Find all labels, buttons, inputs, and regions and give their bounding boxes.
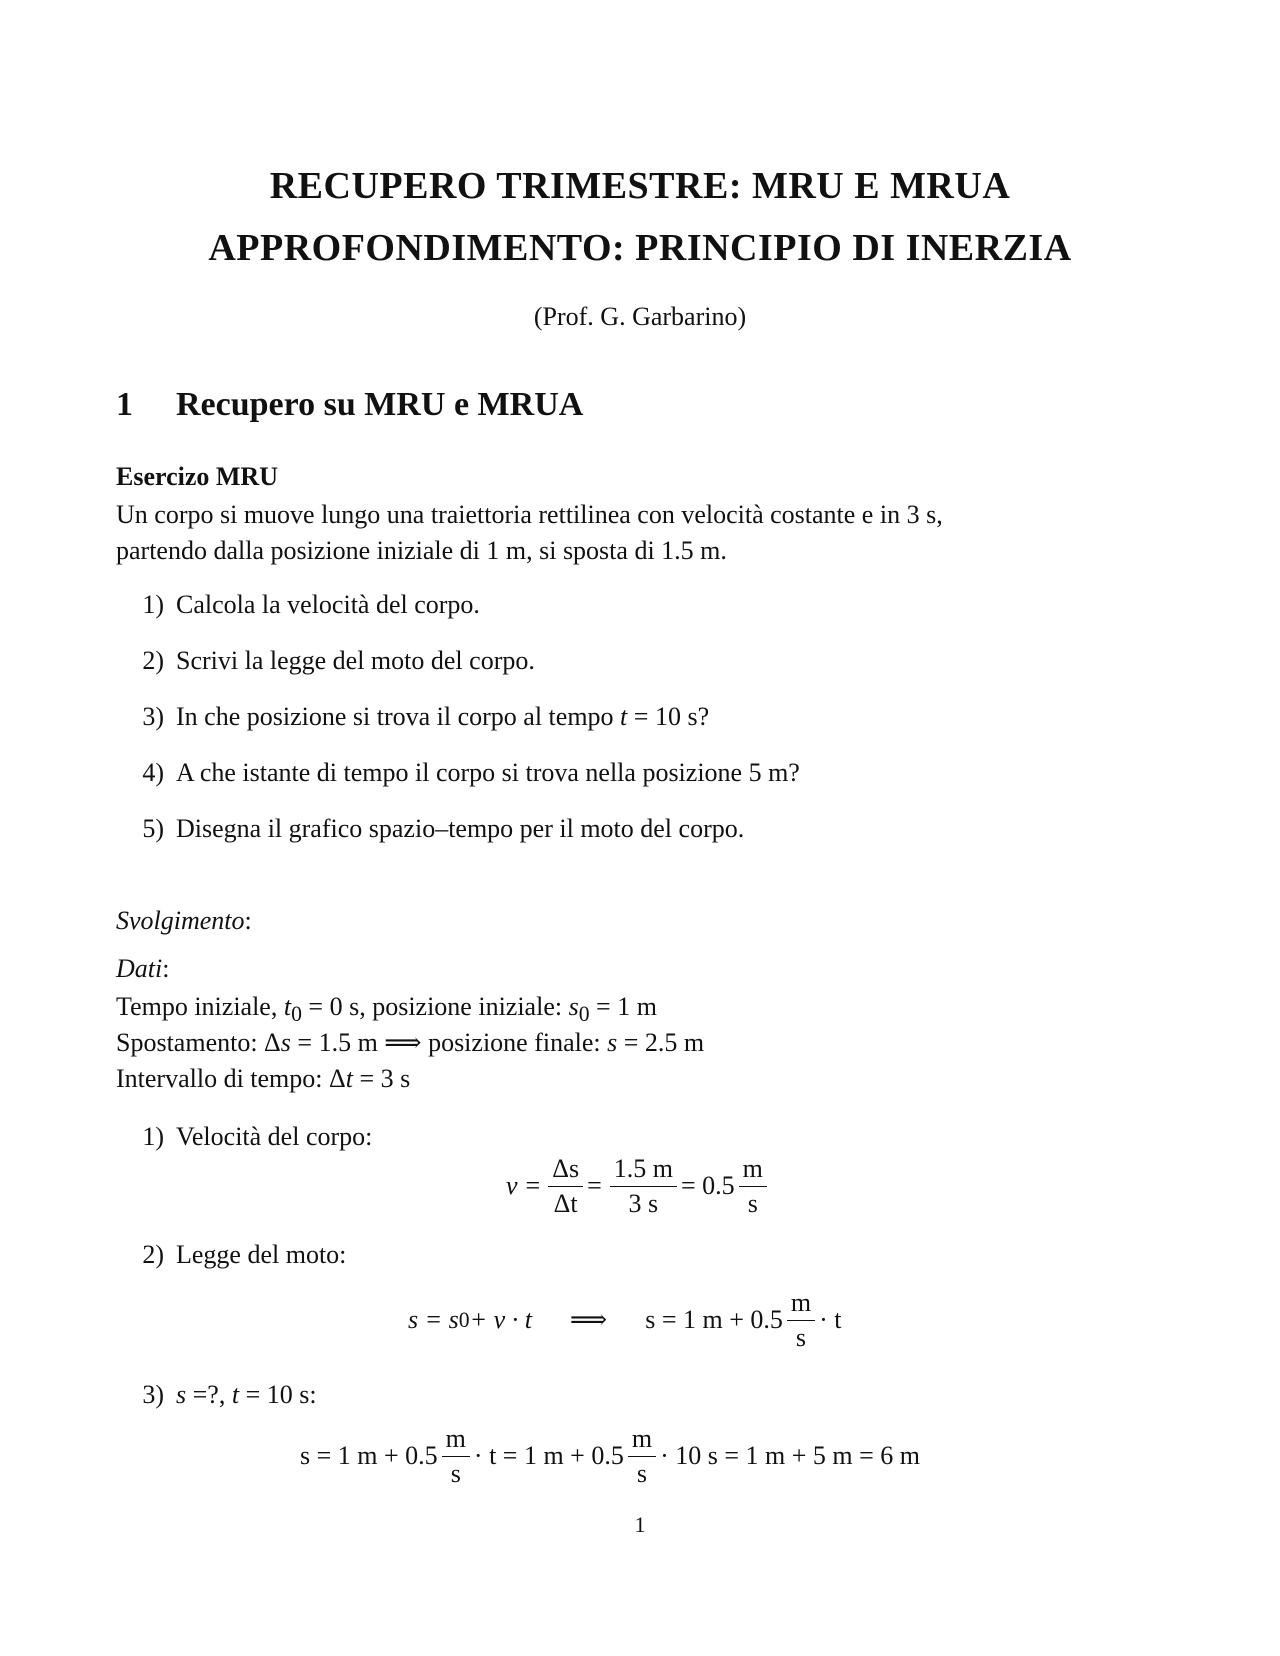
question-number: 4) (142, 758, 164, 787)
section-heading (116, 386, 583, 424)
math-var: s (176, 1380, 187, 1409)
fraction-unit (628, 1424, 656, 1489)
numerator: Δs (548, 1154, 583, 1187)
question-2 (124, 646, 535, 676)
question-text: In che posizione si trova il corpo al tempo (176, 702, 621, 731)
solution-label-text: Svolgimento (116, 906, 245, 935)
fraction-values (610, 1154, 677, 1219)
data-line-1 (116, 992, 657, 1027)
question-text: Disegna il grafico spazio–tempo per il moto del corpo. (176, 814, 745, 843)
data-label (116, 954, 169, 984)
fraction-unit (787, 1288, 815, 1353)
math-var: t (345, 1064, 353, 1093)
numerator: m (787, 1288, 815, 1321)
exercise-text-line-2: partendo dalla posizione iniziale di 1 m, si sposta di 1.5 m. (116, 536, 727, 565)
math-text: · t (819, 1305, 842, 1335)
math-op: = (587, 1171, 602, 1201)
numerator: m (442, 1424, 470, 1457)
math-var: t (231, 1380, 240, 1409)
exercise-heading: Esercizo MRU (116, 462, 278, 491)
question-4 (124, 758, 800, 788)
question-1 (124, 590, 480, 620)
step-1 (124, 1122, 372, 1152)
text: = 3 s (352, 1064, 411, 1093)
question-text: Scrivi la legge del moto del corpo. (176, 646, 535, 675)
colon: : (244, 906, 252, 935)
denominator: s (450, 1458, 461, 1488)
question-number: 3) (142, 702, 164, 731)
question-3 (124, 702, 709, 732)
subscript: 0 (458, 1307, 470, 1332)
text: = 2.5 m (617, 1028, 705, 1057)
text: = 1.5 m ⟹ posizione finale: (290, 1028, 608, 1057)
step-number: 3) (142, 1380, 164, 1409)
page-number: 1 (634, 1512, 646, 1537)
fraction-delta (548, 1154, 583, 1219)
math-var: t (283, 992, 292, 1021)
equation-law-of-motion (408, 1288, 842, 1353)
text: Intervallo di tempo: Δ (116, 1064, 346, 1093)
denominator: s (636, 1458, 648, 1488)
equation-position (300, 1424, 920, 1489)
text: Spostamento: Δ (116, 1028, 281, 1057)
numerator: m (628, 1424, 656, 1457)
fraction-unit (739, 1154, 767, 1219)
step-text: Legge del moto: (176, 1240, 347, 1269)
title-line-1: RECUPERO TRIMESTRE: MRU E MRUA (269, 165, 1011, 207)
data-line-3 (116, 1064, 410, 1094)
step-3 (124, 1380, 317, 1410)
denominator: Δt (553, 1188, 578, 1218)
question-number: 1) (142, 590, 164, 619)
exercise-text-line-1: Un corpo si muove lungo una traiettoria rettilinea con velocità costante e in 3 s, (116, 500, 943, 529)
question-5 (124, 814, 744, 844)
numerator: m (739, 1154, 767, 1187)
text: = 1 m (589, 992, 657, 1021)
subscript: 0 (578, 1002, 590, 1027)
section-number: 1 (116, 386, 133, 423)
denominator: s (747, 1188, 758, 1218)
math-var: s (568, 992, 579, 1021)
math-var: t (620, 702, 628, 731)
math-text: s = 1 m + 0.5 (645, 1305, 783, 1335)
equation-velocity (506, 1154, 771, 1219)
math-var: s (280, 1028, 291, 1057)
question-number: 5) (142, 814, 164, 843)
step-text: Velocità del corpo: (176, 1122, 373, 1151)
numerator: 1.5 m (610, 1154, 677, 1187)
colon: : (162, 954, 170, 983)
text: = 0 s, posizione iniziale: (301, 992, 569, 1021)
step-text: = 10 s: (239, 1380, 317, 1409)
math-text: · t = 1 m + 0.5 (473, 1441, 624, 1471)
denominator: s (795, 1322, 807, 1352)
math-var: s (607, 1028, 618, 1057)
question-text: = 10 s? (627, 702, 710, 731)
math-text: s = s (408, 1305, 459, 1335)
math-text: s = 1 m + 0.5 (300, 1441, 438, 1471)
denominator: 3 s (628, 1188, 659, 1218)
author: (Prof. G. Garbarino) (533, 302, 747, 331)
implies-arrow: ⟹ (569, 1305, 608, 1335)
data-line-2 (116, 1028, 704, 1058)
math-op: = (525, 1171, 541, 1201)
step-text: =?, (186, 1380, 232, 1409)
math-text: + v · t (469, 1305, 532, 1335)
math-text: = 0.5 (680, 1171, 735, 1201)
solution-label (116, 906, 252, 936)
question-text: A che istante di tempo il corpo si trova nella posizione 5 m? (176, 758, 800, 787)
math-var: v (506, 1171, 518, 1201)
question-number: 2) (142, 646, 164, 675)
fraction-unit (442, 1424, 470, 1489)
section-title: Recupero su MRU e MRUA (176, 386, 584, 423)
title-line-2: APPROFONDIMENTO: PRINCIPIO DI INERZIA (208, 227, 1072, 269)
text: Tempo iniziale, (116, 992, 284, 1021)
step-2 (124, 1240, 346, 1270)
math-text: · 10 s = 1 m + 5 m = 6 m (660, 1441, 921, 1471)
step-number: 1) (142, 1122, 164, 1151)
step-number: 2) (142, 1240, 164, 1269)
subscript: 0 (291, 1002, 302, 1027)
data-label-text: Dati (116, 954, 163, 983)
question-text: Calcola la velocità del corpo. (176, 590, 480, 619)
